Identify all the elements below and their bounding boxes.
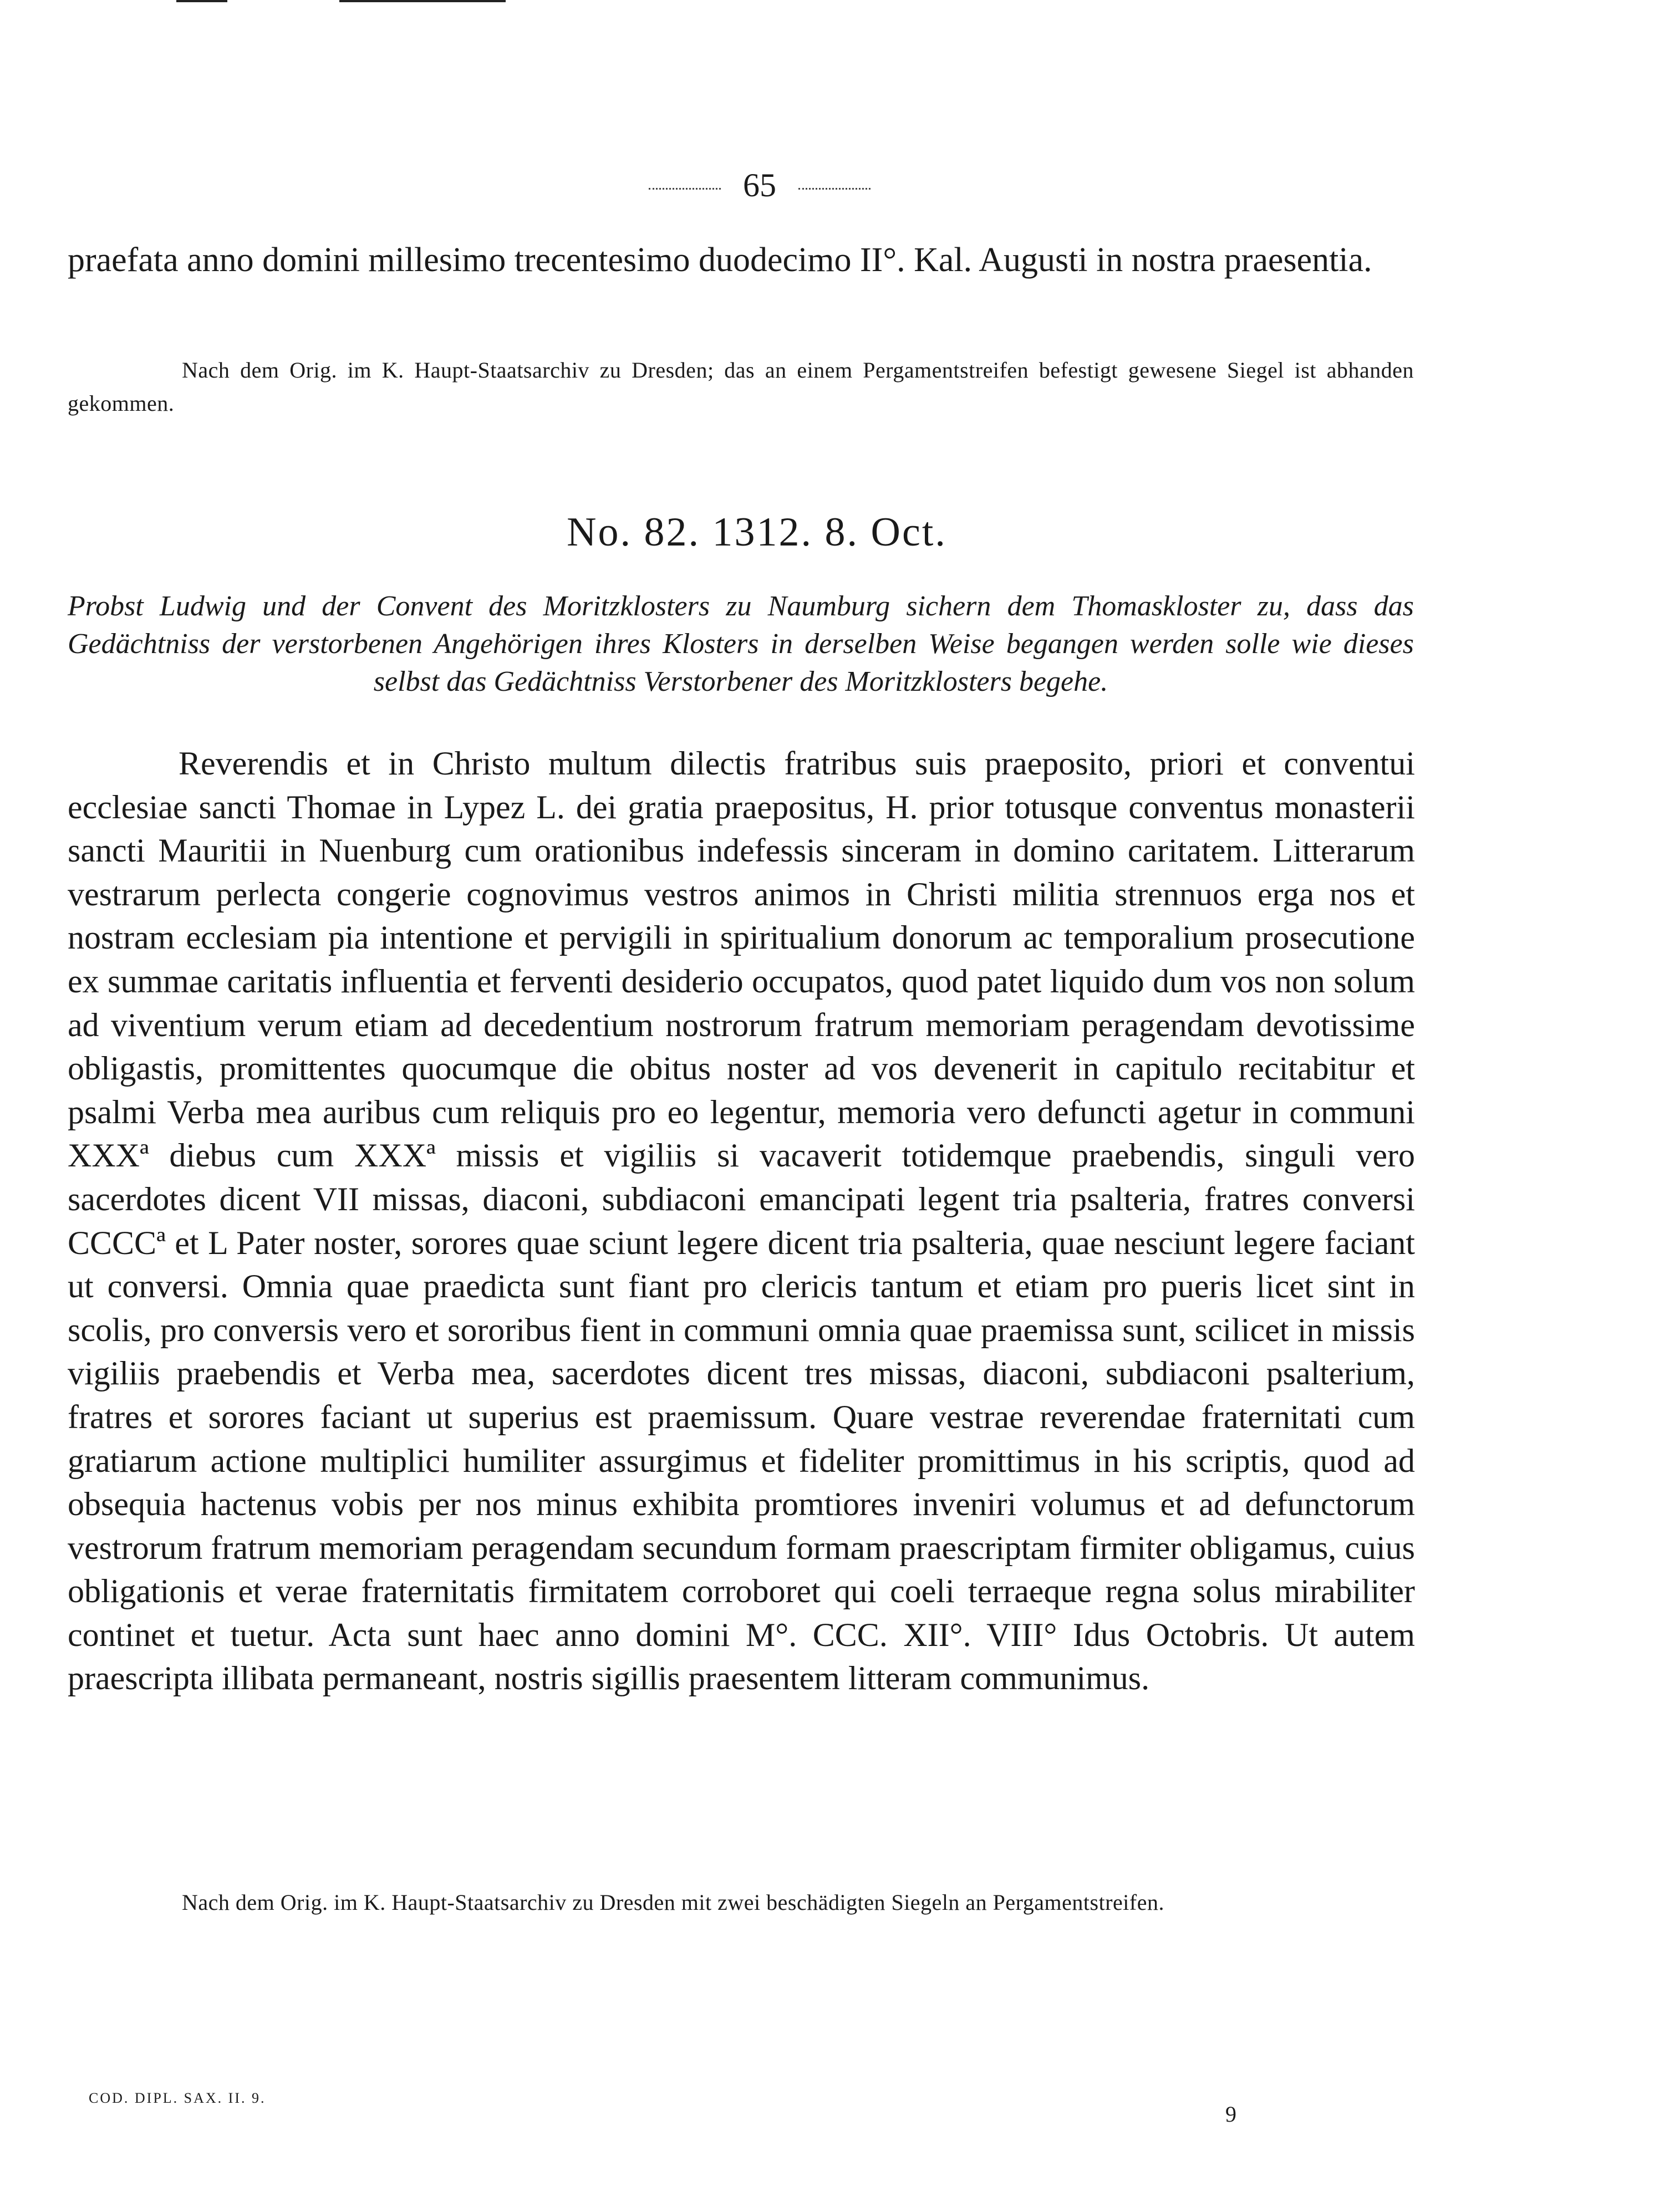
intro-source-note: Nach dem Orig. im K. Haupt-Staatsarchiv zu Dresden; das an einem Pergamentstreifen befestigt gewesene Siegel ist abhanden gekommen. — [68, 358, 1414, 416]
document-text: Reverendis et in Christo multum dilectis fratribus suis praeposito, priori et conventui ecclesiae sancti Thomae in Lypez L. dei gratia praepositus, H. prior totusque conventus monasterii sancti Mauritii in Nuenburg cum orationibus indefessis sinceram in domino caritatem. Litterarum vestrarum perlecta congerie cognovimus vestros animos in Christi militia strennuos erga nos et nostram ecclesiam pia intentione et pervigili in spiritualium donorum ac temporalium prosecutione ex summae caritatis influentia et ferventi desiderio occupatos, quod patet liquido dum vos non solum ad viventium verum etiam ad decedentium nostrorum fratrum memoriam peragendam devotissime obligastis, promittentes quocumque die obitus noster ad vos devenerit in capitulo recitabitur et psalmi Verba mea auribus cum reliquis pro eo legentur, memoria vero defuncti agetur in communi XXXª diebus cum XXXª missis et vigiliis si vacaverit totidemque praebendis, singuli vero sacerdotes dicent VII missas, diaconi, subdiaconi emancipati legent tria psalteria, fratres conversi CCCCª et L Pater noster, sorores quae sciunt legere dicent tria psalteria, quae nesciunt legere faciant ut conversi. Omnia quae praedicta sunt fiant pro clericis tantum et etiam pro pueris licet sint in scolis, pro conversis vero et sororibus fient in communi omnia quae praemissa sunt, scilicet in missis vigiliis praebendis et Verba mea, sacerdotes dicent tres missas, diaconi, subdiaconi psalterium, fratres et sorores faciant ut superius est praemissum. Quare vestrae reverendae fraternitati cum gratiarum actione multiplici humiliter assurgimus et fideliter promittimus in his scriptis, quod ad obsequia hactenus vobis per nos minus exhibita promtiores inveniri volumus et ad defunctorum vestrorum fratrum memoriam peragendam secundum formam praescriptam firmiter obligamus, cuius obligationis et verae fraternitatis firmitatem corroboret qui coeli terraeque regna solus mirabiliter continet et tuetur. Acta sunt haec anno domini M°. CCC. XII°. VIII° Idus Octobris. Ut autem praescripta illibata permaneant, nostris sigillis praesentem litteram communimus. — [68, 745, 1415, 1697]
top-rule-right — [339, 0, 506, 2]
document-source-note: Nach dem Orig. im K. Haupt-Staatsarchiv zu Dresden mit zwei beschädigten Siegeln an Pergamentstreifen. — [182, 1890, 1164, 1915]
sheet-number: 9 — [1225, 2102, 1236, 2127]
page-number-line — [0, 166, 1519, 205]
page-number: 65 — [743, 167, 776, 203]
page-number-dash-right — [798, 188, 870, 190]
intro-text: praefata anno domini millesimo trecentesimo duodecimo II°. Kal. Augusti in nostra praesentia. — [68, 241, 1372, 279]
footer-signature: COD. DIPL. SAX. II. 9. — [89, 2090, 266, 2106]
top-rule-left — [176, 0, 227, 2]
document-heading: No. 82. 1312. 8. Oct. — [567, 509, 947, 555]
document-regest: Probst Ludwig und der Convent des Moritzklosters zu Naumburg sichern dem Thomaskloster zu, dass das Gedächtniss der verstorbenen Angehörigen ihres Klosters in derselben Weise begangen werden solle wie dieses selbst das Gedächtniss Verstorbener des Moritzklosters begehe. — [68, 590, 1414, 697]
page-number-dash-left — [649, 188, 721, 190]
